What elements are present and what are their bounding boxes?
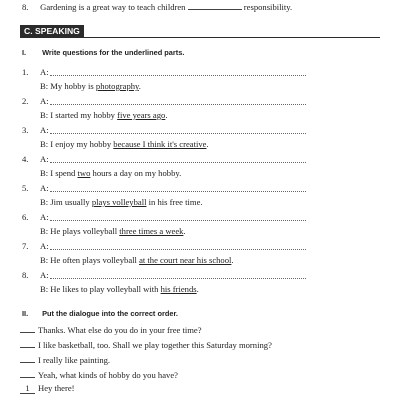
dialogue-text: I like basketball, too. Shall we play together this Saturday morning? (38, 340, 272, 350)
dialogue-line (20, 338, 272, 350)
answer-text-post: in his free time. (146, 197, 203, 207)
underlined-part: two (77, 168, 91, 178)
speaker-a-label: A: (40, 125, 49, 135)
section-rule (20, 37, 380, 38)
question-number: 7. (22, 241, 29, 251)
answer-text-pre: My hobby is (50, 81, 96, 91)
answer-5 (40, 197, 203, 207)
part1-heading (22, 48, 184, 57)
order-blank[interactable] (20, 338, 35, 348)
dialogue-line (20, 323, 202, 335)
dialogue-line (20, 368, 178, 380)
answer-text-post: . (231, 255, 234, 265)
question-number: 5. (22, 183, 29, 193)
answer-text-post: . (206, 139, 209, 149)
answer-text-pre: He plays volleyball (50, 226, 120, 236)
speaker-b-label: B: (40, 226, 49, 236)
answer-line[interactable] (50, 75, 306, 76)
speaker-a-label: A: (40, 96, 49, 106)
dialogue-text: Yeah, what kinds of hobby do you have? (38, 370, 178, 380)
speaker-a-label: A: (40, 67, 49, 77)
answer-line[interactable] (50, 220, 306, 221)
dialogue-text: Thanks. What else do you do in your free time? (38, 325, 202, 335)
speaker-a-label: A: (40, 154, 49, 164)
question-number: 2. (22, 96, 29, 106)
speaker-a-label: A: (40, 183, 49, 193)
speaker-b-label: B: (40, 139, 49, 149)
answer-text-pre: He often plays volleyball (50, 255, 140, 265)
speaker-b-label: B: (40, 168, 49, 178)
answer-8 (40, 284, 199, 294)
answer-text-post: . (165, 110, 168, 120)
top-item-number: 8. (22, 2, 29, 12)
answer-text-post: hours a day on my hobby. (90, 168, 182, 178)
top-item-text-before: Gardening is a great way to teach children (40, 2, 186, 12)
speaker-b-label: B: (40, 284, 49, 294)
question-number: 1. (22, 67, 29, 77)
section-title: C. SPEAKING (20, 25, 84, 38)
answer-text-pre: I started my hobby (50, 110, 118, 120)
speaker-b-label: B: (40, 110, 49, 120)
answer-text-pre: He likes to play volleyball with (50, 284, 161, 294)
answer-text-post: . (183, 226, 186, 236)
answer-text-pre: Jim usually (50, 197, 92, 207)
part1-roman: I. (22, 48, 27, 57)
part2-heading-text: Put the dialogue into the correct order. (42, 309, 178, 318)
speaker-b-label: B: (40, 255, 49, 265)
answer-7 (40, 255, 234, 265)
underlined-part: because I think it's creative (113, 139, 207, 149)
question-number: 4. (22, 154, 29, 164)
answer-line[interactable] (50, 104, 306, 105)
dialogue-text: Hey there! (38, 383, 75, 393)
answer-line[interactable] (50, 278, 306, 279)
answer-line[interactable] (50, 162, 306, 163)
answer-3 (40, 139, 209, 149)
dialogue-line (20, 383, 75, 394)
answer-4 (40, 168, 181, 178)
answer-text-post: . (138, 81, 141, 91)
answer-line[interactable] (50, 249, 306, 250)
answer-line[interactable] (50, 191, 306, 192)
dialogue-text: I really like painting. (38, 355, 111, 365)
speaker-a-label: A: (40, 241, 49, 251)
underlined-part: three times a week (119, 226, 184, 236)
underlined-part: his friends (160, 284, 197, 294)
dialogue-line (20, 353, 110, 365)
answer-text-pre: I enjoy my hobby (50, 139, 114, 149)
question-number: 3. (22, 125, 29, 135)
speaker-b-label: B: (40, 197, 49, 207)
answer-2 (40, 110, 167, 120)
underlined-part: plays volleyball (91, 197, 147, 207)
answer-text-post: . (196, 284, 199, 294)
underlined-part: at the court near his school (139, 255, 232, 265)
order-blank[interactable] (20, 323, 35, 333)
part1-heading-text: Write questions for the underlined parts. (42, 48, 185, 57)
question-number: 6. (22, 212, 29, 222)
answer-line[interactable] (50, 133, 306, 134)
answer-text-pre: I spend (50, 168, 78, 178)
answer-1 (40, 81, 141, 91)
speaker-b-label: B: (40, 81, 49, 91)
underlined-part: photography (95, 81, 139, 91)
order-blank[interactable]: 1 (20, 384, 35, 394)
part2-roman: II. (22, 309, 29, 318)
order-blank[interactable] (20, 368, 35, 378)
order-blank[interactable] (20, 353, 35, 363)
speaker-a-label: A: (40, 212, 49, 222)
top-item-blank[interactable] (188, 1, 242, 10)
part2-heading (22, 309, 178, 318)
question-number: 8. (22, 270, 29, 280)
underlined-part: five years ago (117, 110, 166, 120)
top-item-text-after: responsibility. (243, 2, 293, 12)
answer-6 (40, 226, 186, 236)
top-item (22, 1, 292, 12)
speaker-a-label: A: (40, 270, 49, 280)
